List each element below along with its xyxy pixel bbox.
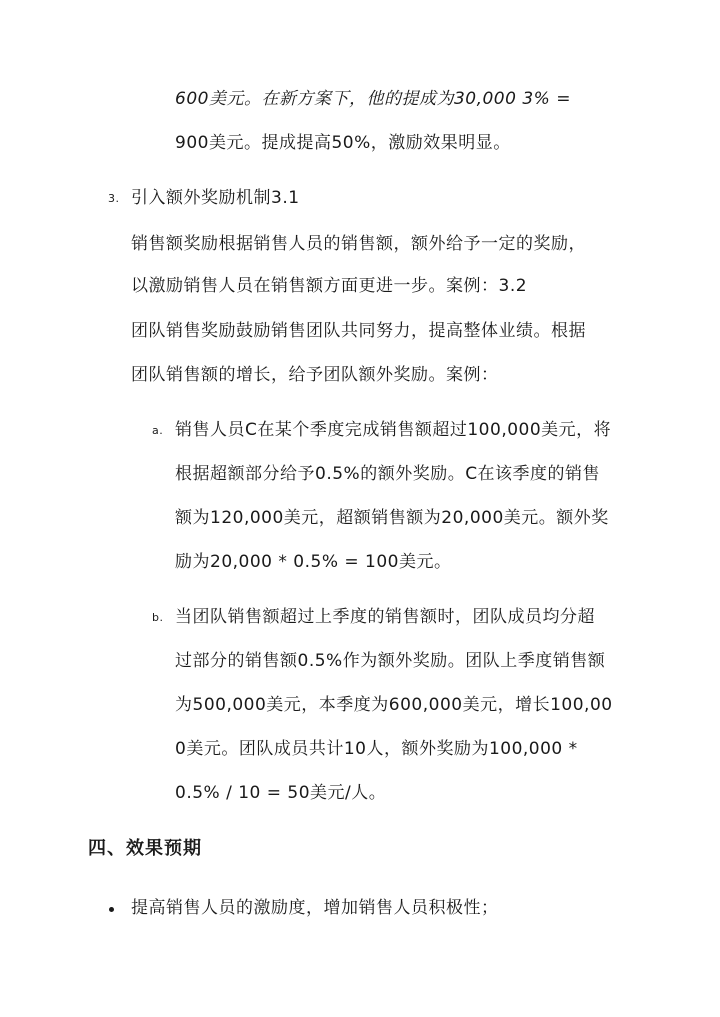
sub-b-line-1: 当团队销售额超过上季度的销售额时，团队成员均分超 [175,607,595,627]
sub-a-line-2: 根据超额部分给予0.5%的额外奖励。C在该季度的销售 [175,464,601,484]
sub-a-line-3: 额为120,000美元，超额销售额为20,000美元。额外奖 [175,508,609,528]
sub-a-line-1: 销售人员C在某个季度完成销售额超过100,000美元，将 [175,420,612,440]
item-3-number: 3. [108,192,120,205]
section-4-heading: 四、效果预期 [88,838,202,859]
item-3-title: 引入额外奖励机制3.1 [131,188,300,208]
continuation-line-1: 600美元。在新方案下，他的提成为30,000 3% = [175,89,571,109]
sub-b-line-4: 0美元。团队成员共计10人，额外奖励为100,000 * [175,739,578,759]
section-4-bullet-1: 提高销售人员的激励度，增加销售人员积极性； [131,898,499,918]
sub-b-line-5: 0.5% / 10 = 50美元/人。 [175,783,387,803]
item-3-body-line-2: 以激励销售人员在销售额方面更进一步。案例：3.2 [131,276,528,296]
continuation-line-2: 900美元。提成提高50%，激励效果明显。 [175,133,511,153]
sub-a-line-4: 励为20,000 * 0.5% = 100美元。 [175,552,452,572]
sub-b-line-2: 过部分的销售额0.5%作为额外奖励。团队上季度销售额 [175,651,606,671]
sub-b-marker: b. [152,611,164,624]
sub-b-line-3: 为500,000美元，本季度为600,000美元，增长100,00 [175,695,613,715]
item-3-body-line-4: 团队销售额的增长，给予团队额外奖励。案例： [131,365,499,385]
item-3-body-line-1: 销售额奖励根据销售人员的销售额，额外给予一定的奖励， [131,234,586,254]
item-3-body-line-3: 团队销售奖励鼓励销售团队共同努力，提高整体业绩。根据 [131,321,586,341]
bullet-dot [109,907,114,912]
sub-a-marker: a. [152,424,164,437]
